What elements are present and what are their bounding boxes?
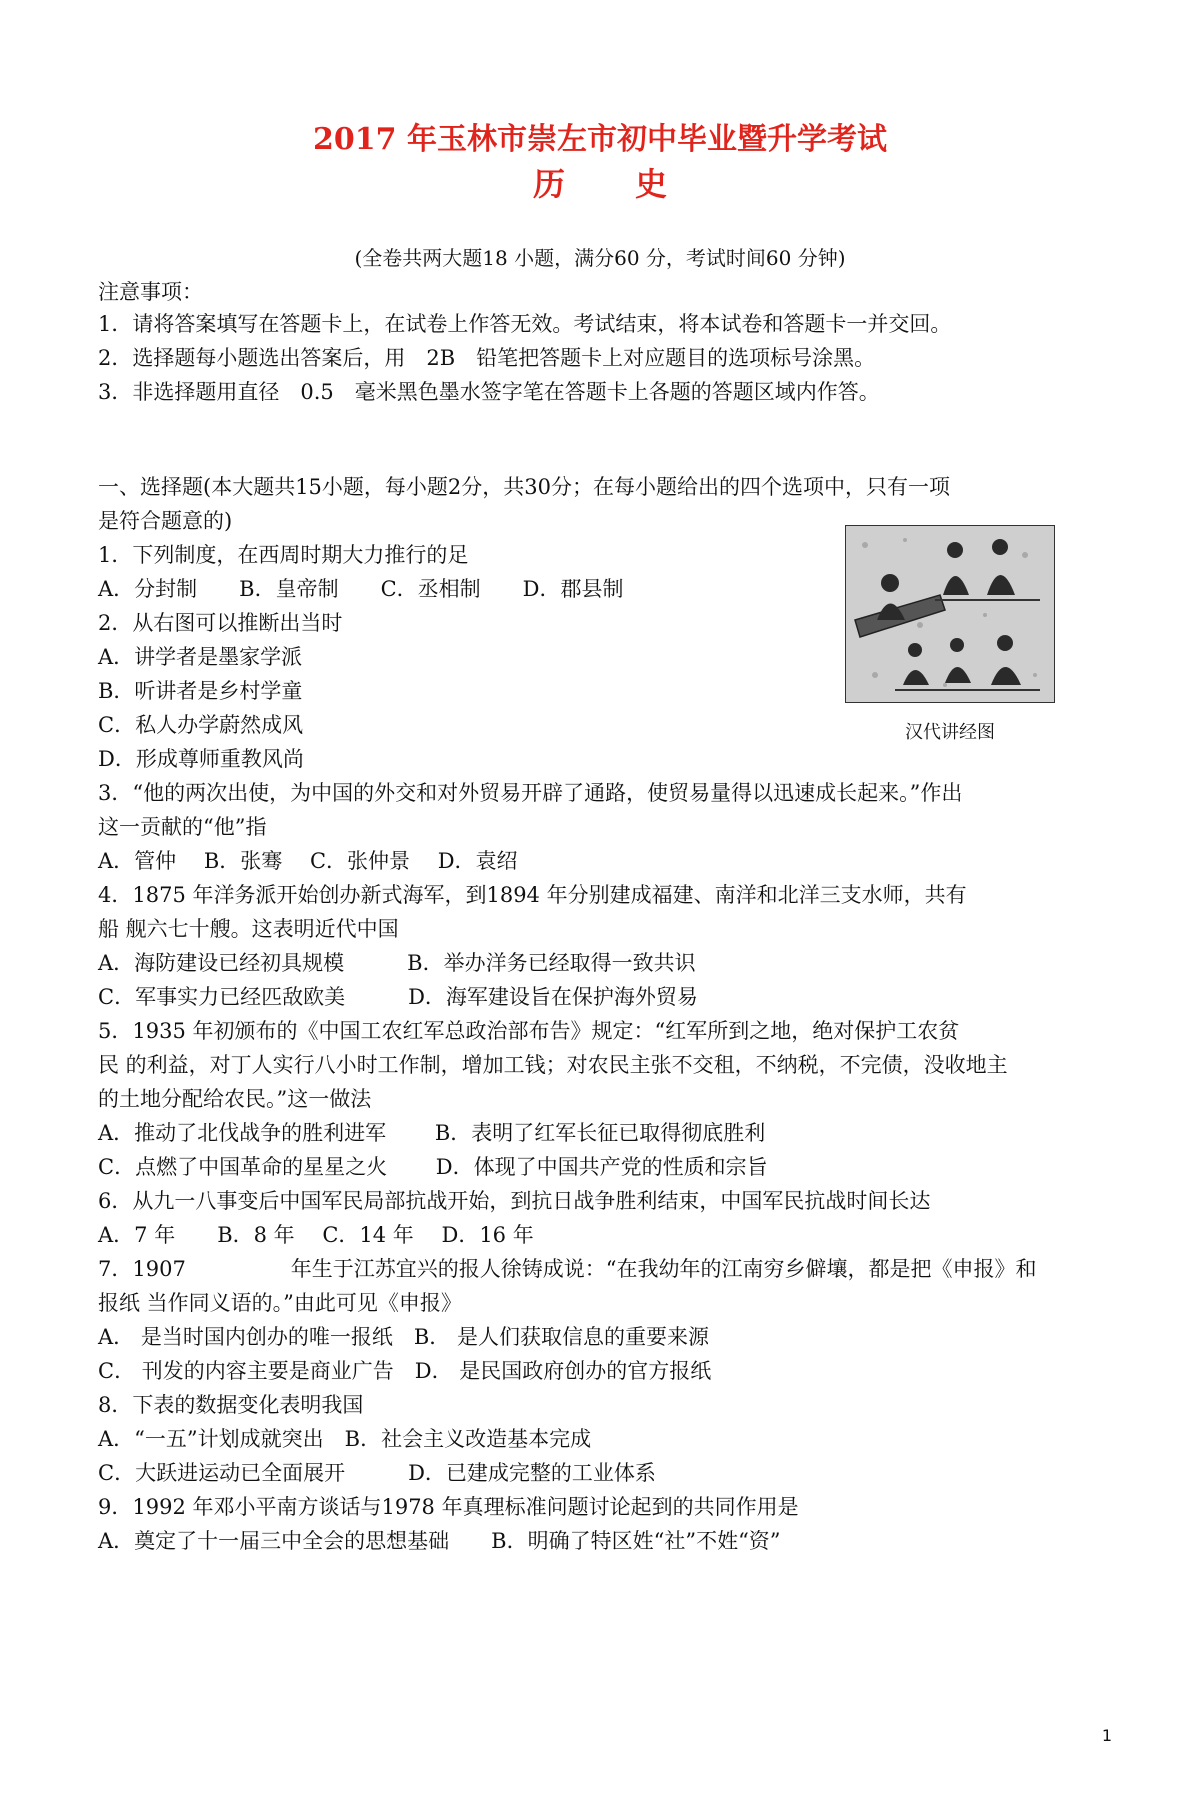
question-5-cont-2: 的土地分配给农民。”这一做法 (98, 1087, 372, 1111)
question-2-option-c: C．私人办学蔚然成风 (98, 713, 304, 737)
question-5-options-ab: A．推动了北伐战争的胜利进军 B．表明了红军长征已取得彻底胜利 (98, 1121, 766, 1145)
exam-info: (全卷共两大题18 小题，满分60 分，考试时间60 分钟) (354, 246, 846, 270)
question-4-options-cd: C．军事实力已经匹敌欧美 D．海军建设旨在保护海外贸易 (98, 985, 698, 1009)
question-6-options: A．7 年 B．8 年 C．14 年 D．16 年 (98, 1223, 534, 1247)
question-3-cont: 这一贡献的“他”指 (98, 815, 267, 839)
question-7-cont: 报纸 当作同义语的。”由此可见《申报》 (98, 1291, 462, 1315)
section-heading-cont: 是符合题意的) (98, 509, 233, 533)
question-6: 6．从九一八事变后中国军民局部抗战开始，到抗日战争胜利结束，中国军民抗战时间长达 (98, 1189, 931, 1213)
note-item-2: 2．选择题每小题选出答案后，用 2B 铅笔把答题卡上对应题目的选项标号涂黑。 (98, 346, 876, 370)
question-2-option-b: B．听讲者是乡村学童 (98, 679, 303, 703)
question-2: 2．从右图可以推断出当时 (98, 611, 343, 635)
note-item-3: 3．非选择题用直径 0.5 毫米黑色墨水签字笔在答题卡上各题的答题区域内作答。 (98, 380, 880, 404)
question-8: 8．下表的数据变化表明我国 (98, 1393, 364, 1417)
page-number: 1 (1101, 1726, 1112, 1745)
question-1-options: A．分封制 B．皇帝制 C．丞相制 D．郡县制 (98, 577, 624, 601)
question-3-options: A．管仲 B．张骞 C．张仲景 D．袁绍 (98, 849, 518, 873)
question-8-options-cd: C．大跃进运动已全面展开 D．已建成完整的工业体系 (98, 1461, 656, 1485)
han-dynasty-lecture-image (845, 525, 1055, 703)
figure-caption: 汉代讲经图 (905, 722, 995, 743)
question-4-cont: 船 舰六七十艘。这表明近代中国 (98, 917, 399, 941)
subject-title: 历史 (532, 165, 737, 203)
question-5-cont-1: 民 的利益，对丁人实行八小时工作制，增加工钱；对农民主张不交租，不纳税，不完债，没收地主 (98, 1053, 1008, 1077)
notes-heading: 注意事项： (98, 280, 203, 304)
question-2-option-a: A．讲学者是墨家学派 (98, 645, 303, 669)
question-4: 4．1875 年洋务派开始创办新式海军，到1894 年分别建成福建、南洋和北洋三支水师，共有 (98, 883, 967, 907)
question-7: 7．1907 年生于江苏宜兴的报人徐铸成说：“在我幼年的江南穷乡僻壤，都是把《申报》和 (98, 1257, 1037, 1281)
question-7-options-cd: C． 刊发的内容主要是商业广告 D． 是民国政府创办的官方报纸 (98, 1359, 712, 1383)
question-5: 5．1935 年初颁布的《中国工农红军总政治部布告》规定：“红军所到之地，绝对保护工农贫 (98, 1019, 960, 1043)
question-9-options-ab: A．奠定了十一届三中全会的思想基础 B．明确了特区姓“社”不姓“资” (98, 1529, 781, 1553)
question-1: 1．下列制度，在西周时期大力推行的足 (98, 543, 469, 567)
exam-title: 2017 年玉林市崇左市初中毕业暨升学考试 (313, 122, 887, 157)
question-8-options-ab: A．“一五”计划成就突出 B．社会主义改造基本完成 (98, 1427, 592, 1451)
note-item-1: 1．请将答案填写在答题卡上，在试卷上作答无效。考试结束，将本试卷和答题卡一并交回。 (98, 312, 952, 336)
question-4-options-ab: A．海防建设已经初具规模 B．举办洋务已经取得一致共识 (98, 951, 696, 975)
question-5-options-cd: C．点燃了中国革命的星星之火 D．体现了中国共产党的性质和宗旨 (98, 1155, 768, 1179)
question-2-option-d: D．形成尊师重教风尚 (98, 747, 304, 771)
question-7-options-ab: A． 是当时国内创办的唯一报纸 B． 是人们获取信息的重要来源 (98, 1325, 709, 1349)
section-heading: 一、选择题(本大题共15小题，每小题2分，共30分；在每小题给出的四个选项中，只有一项 (98, 475, 950, 499)
question-3: 3．“他的两次出使，为中国的外交和对外贸易开辟了通路，使贸易量得以迅速成长起来。”作出 (98, 781, 963, 805)
question-9: 9．1992 年邓小平南方谈话与1978 年真理标准问题讨论起到的共同作用是 (98, 1495, 799, 1519)
